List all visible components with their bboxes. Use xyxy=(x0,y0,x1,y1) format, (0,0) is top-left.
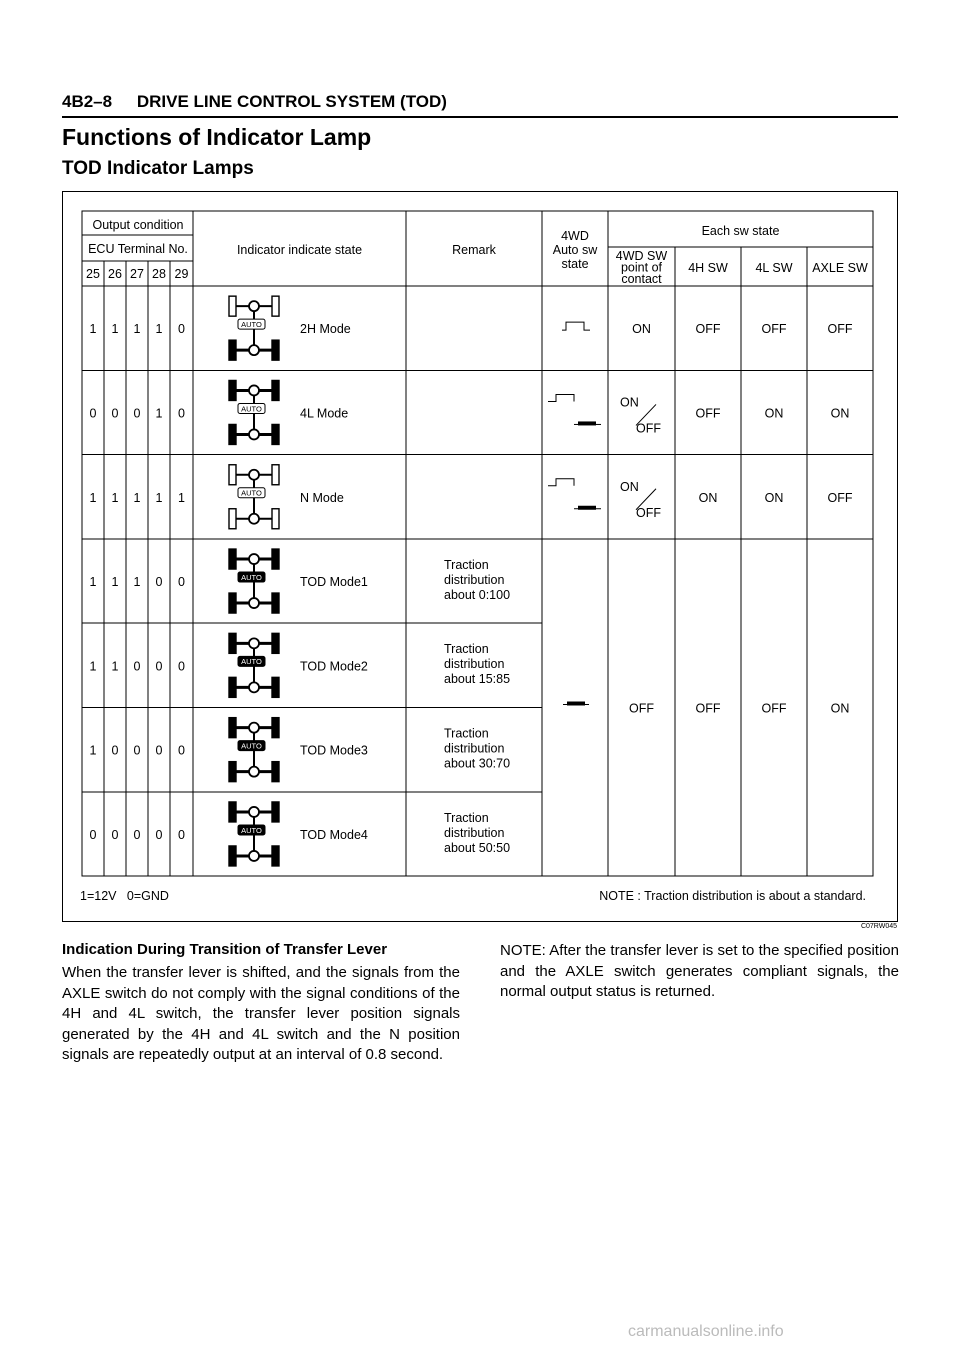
header-terminal-29: 29 xyxy=(174,267,189,281)
4h-sw-value: ON xyxy=(698,490,718,505)
auto-label: AUTO xyxy=(241,319,262,329)
bit-value: 1 xyxy=(89,490,97,505)
differential xyxy=(249,470,259,480)
header-auto-sw: Auto sw xyxy=(552,243,598,257)
4l-sw-value: ON xyxy=(764,490,784,505)
wheel xyxy=(229,340,236,360)
4h-sw-value: OFF xyxy=(695,701,721,716)
bit-value: 1 xyxy=(133,575,141,590)
4l-sw-value: OFF xyxy=(761,701,787,716)
wheel xyxy=(272,846,279,866)
4l-sw-value: OFF xyxy=(761,322,787,337)
section-number: 4B2–8 xyxy=(62,92,113,111)
section-title: DRIVE LINE CONTROL SYSTEM (TOD) xyxy=(136,92,447,111)
axle-sw-value: OFF xyxy=(827,490,853,505)
differential xyxy=(249,851,259,861)
transition-body: When the transfer lever is shifted, and the signals from the AXLE switch do not comply with the signal conditions of the 4H and 4L switch, the transfer lever position signals generated by the 4H and 4L switch and the N position signals are repeatedly output at an interval of 0.8 second. xyxy=(62,964,460,1063)
wheel xyxy=(272,296,279,316)
bit-value: 0 xyxy=(89,827,97,842)
differential xyxy=(249,598,259,608)
differential xyxy=(249,767,259,777)
differential xyxy=(249,301,259,311)
wheel xyxy=(272,593,279,613)
header-4l-sw: 4L SW xyxy=(755,261,793,275)
table-row xyxy=(90,296,853,360)
wheel xyxy=(229,718,236,738)
switch-state-bar xyxy=(578,506,596,510)
4l-sw-value: ON xyxy=(764,406,784,421)
mode-label: N Mode xyxy=(300,490,344,505)
table-border xyxy=(82,211,873,876)
bit-value: 0 xyxy=(178,575,185,590)
switch-state-symbol xyxy=(562,322,590,330)
mode-label: TOD Mode4 xyxy=(300,827,368,842)
bit-value: 0 xyxy=(178,406,185,421)
wheel xyxy=(272,465,279,485)
wheel xyxy=(229,424,236,444)
wheel xyxy=(229,846,236,866)
header-ecu-terminal: ECU Terminal No. xyxy=(88,242,188,256)
wheel xyxy=(229,380,236,400)
table-row xyxy=(90,549,511,613)
wd-sw-on: ON xyxy=(620,395,639,410)
bit-value: 1 xyxy=(155,490,163,505)
wheel xyxy=(229,802,236,822)
auto-label: AUTO xyxy=(241,488,262,498)
bit-value: 1 xyxy=(89,743,97,758)
mode-label: 2H Mode xyxy=(300,322,351,337)
remark-text: about 0:100 xyxy=(444,587,511,602)
wheel xyxy=(272,340,279,360)
bit-value: 0 xyxy=(133,827,141,842)
differential xyxy=(249,554,259,564)
wheel xyxy=(272,718,279,738)
auto-label: AUTO xyxy=(241,404,262,414)
remark-text: Traction xyxy=(444,557,489,572)
bit-value: 1 xyxy=(111,575,119,590)
wheel xyxy=(229,296,236,316)
remark-text: distribution xyxy=(444,657,505,672)
wheel xyxy=(229,593,236,613)
bit-value: 1 xyxy=(111,659,119,674)
header-axle-sw: AXLE SW xyxy=(812,261,868,275)
differential xyxy=(249,723,259,733)
wd-sw-value: OFF xyxy=(629,701,654,716)
table-row xyxy=(90,802,511,866)
remark-text: distribution xyxy=(444,572,505,587)
bit-value: 0 xyxy=(155,659,163,674)
transition-heading: Indication During Transition of Transfer Lever xyxy=(62,941,388,958)
table-row xyxy=(90,718,511,782)
header-terminal-28: 28 xyxy=(152,267,166,281)
bit-value: 1 xyxy=(89,322,97,337)
switch-state-bar xyxy=(567,702,585,706)
bit-value: 1 xyxy=(155,406,163,421)
bit-value: 0 xyxy=(155,743,163,758)
wd-sw-on: ON xyxy=(620,479,639,494)
wheel xyxy=(229,633,236,653)
bit-value: 0 xyxy=(111,827,119,842)
watermark-footer: carmanualsonline.info xyxy=(628,1323,784,1340)
bit-value: 1 xyxy=(89,659,97,674)
header-terminal-25: 25 xyxy=(86,267,100,281)
mode-label: TOD Mode2 xyxy=(300,659,368,674)
figure-id: C07RW045 xyxy=(860,923,897,930)
bit-value: 0 xyxy=(178,743,185,758)
wd-sw-off: OFF xyxy=(636,505,661,520)
switch-state-symbol xyxy=(548,394,574,401)
page-title: Functions of Indicator Lamp xyxy=(62,124,372,150)
switch-state-symbol xyxy=(548,479,574,486)
bit-value: 1 xyxy=(155,322,163,337)
differential xyxy=(249,385,259,395)
remark-text: Traction xyxy=(444,810,489,825)
bit-value: 0 xyxy=(178,659,185,674)
bit-value: 0 xyxy=(111,406,119,421)
auto-label: AUTO xyxy=(241,572,262,582)
differential xyxy=(249,345,259,355)
remark-text: distribution xyxy=(444,741,505,756)
bit-value: 0 xyxy=(133,743,141,758)
remark-text: about 50:50 xyxy=(444,840,511,855)
wd-sw-off: OFF xyxy=(636,421,661,436)
4h-sw-value: OFF xyxy=(695,406,721,421)
axle-sw-value: OFF xyxy=(827,322,853,337)
header-each-sw-state: Each sw state xyxy=(701,224,780,238)
bit-value: 0 xyxy=(178,827,185,842)
auto-label: AUTO xyxy=(241,825,262,835)
wheel xyxy=(272,633,279,653)
transition-note: NOTE: After the transfer lever is set to the specified position and the AXLE switch generates compliant signals, the normal output status is returned. xyxy=(500,942,899,1000)
wheel xyxy=(272,549,279,569)
differential xyxy=(249,638,259,648)
wheel xyxy=(229,549,236,569)
legend-text: 1=12V 0=GND xyxy=(80,889,169,903)
header-4wd-sw: contact xyxy=(621,272,662,286)
wheel xyxy=(229,509,236,529)
bit-value: 1 xyxy=(111,490,119,505)
remark-text: distribution xyxy=(444,825,505,840)
wheel xyxy=(272,677,279,697)
header-auto-sw: state xyxy=(561,257,589,271)
bit-value: 1 xyxy=(178,490,185,505)
remark-text: Traction xyxy=(444,726,489,741)
subheading: TOD Indicator Lamps xyxy=(62,158,254,179)
remark-text: about 30:70 xyxy=(444,756,511,771)
switch-state-bar xyxy=(578,421,596,425)
table-row xyxy=(90,465,853,529)
bit-value: 1 xyxy=(89,575,97,590)
mode-label: TOD Mode1 xyxy=(300,575,368,590)
header-4h-sw: 4H SW xyxy=(688,261,728,275)
bit-value: 1 xyxy=(111,322,119,337)
header-auto-sw: 4WD xyxy=(561,229,589,243)
header-remark: Remark xyxy=(452,243,496,257)
wd-sw-value: ON xyxy=(632,322,651,337)
header-4wd-sw: 4WD SW xyxy=(615,249,668,263)
bit-value: 1 xyxy=(133,490,141,505)
header-terminal-27: 27 xyxy=(130,267,144,281)
wheel xyxy=(229,465,236,485)
wheel xyxy=(272,424,279,444)
bit-value: 0 xyxy=(133,406,141,421)
mode-label: TOD Mode3 xyxy=(300,743,368,758)
table-note: NOTE : Traction distribution is about a standard. xyxy=(599,889,866,903)
table-row xyxy=(90,633,511,697)
wheel xyxy=(272,509,279,529)
bit-value: 0 xyxy=(89,406,97,421)
bit-value: 0 xyxy=(155,827,163,842)
wheel xyxy=(272,380,279,400)
differential xyxy=(249,514,259,524)
auto-label: AUTO xyxy=(241,741,262,751)
tod-merged-cells xyxy=(563,702,849,716)
table-row xyxy=(90,380,850,444)
bit-value: 1 xyxy=(133,322,141,337)
header-indicator-state: Indicator indicate state xyxy=(236,243,363,257)
wheel xyxy=(229,677,236,697)
header-output-condition: Output condition xyxy=(92,218,184,232)
bit-value: 0 xyxy=(155,575,163,590)
4h-sw-value: OFF xyxy=(695,322,721,337)
header-4wd-sw: point of xyxy=(620,260,663,275)
wheel xyxy=(272,762,279,782)
auto-label: AUTO xyxy=(241,657,262,667)
bit-value: 0 xyxy=(133,659,141,674)
differential xyxy=(249,429,259,439)
wheel xyxy=(229,762,236,782)
differential xyxy=(249,682,259,692)
wheel xyxy=(272,802,279,822)
remark-text: Traction xyxy=(444,642,489,657)
axle-sw-value: ON xyxy=(830,701,850,716)
header-terminal-26: 26 xyxy=(108,267,122,281)
bit-value: 0 xyxy=(111,743,119,758)
differential xyxy=(249,807,259,817)
axle-sw-value: ON xyxy=(830,406,850,421)
remark-text: about 15:85 xyxy=(444,672,511,687)
mode-label: 4L Mode xyxy=(300,406,349,421)
bit-value: 0 xyxy=(178,322,185,337)
